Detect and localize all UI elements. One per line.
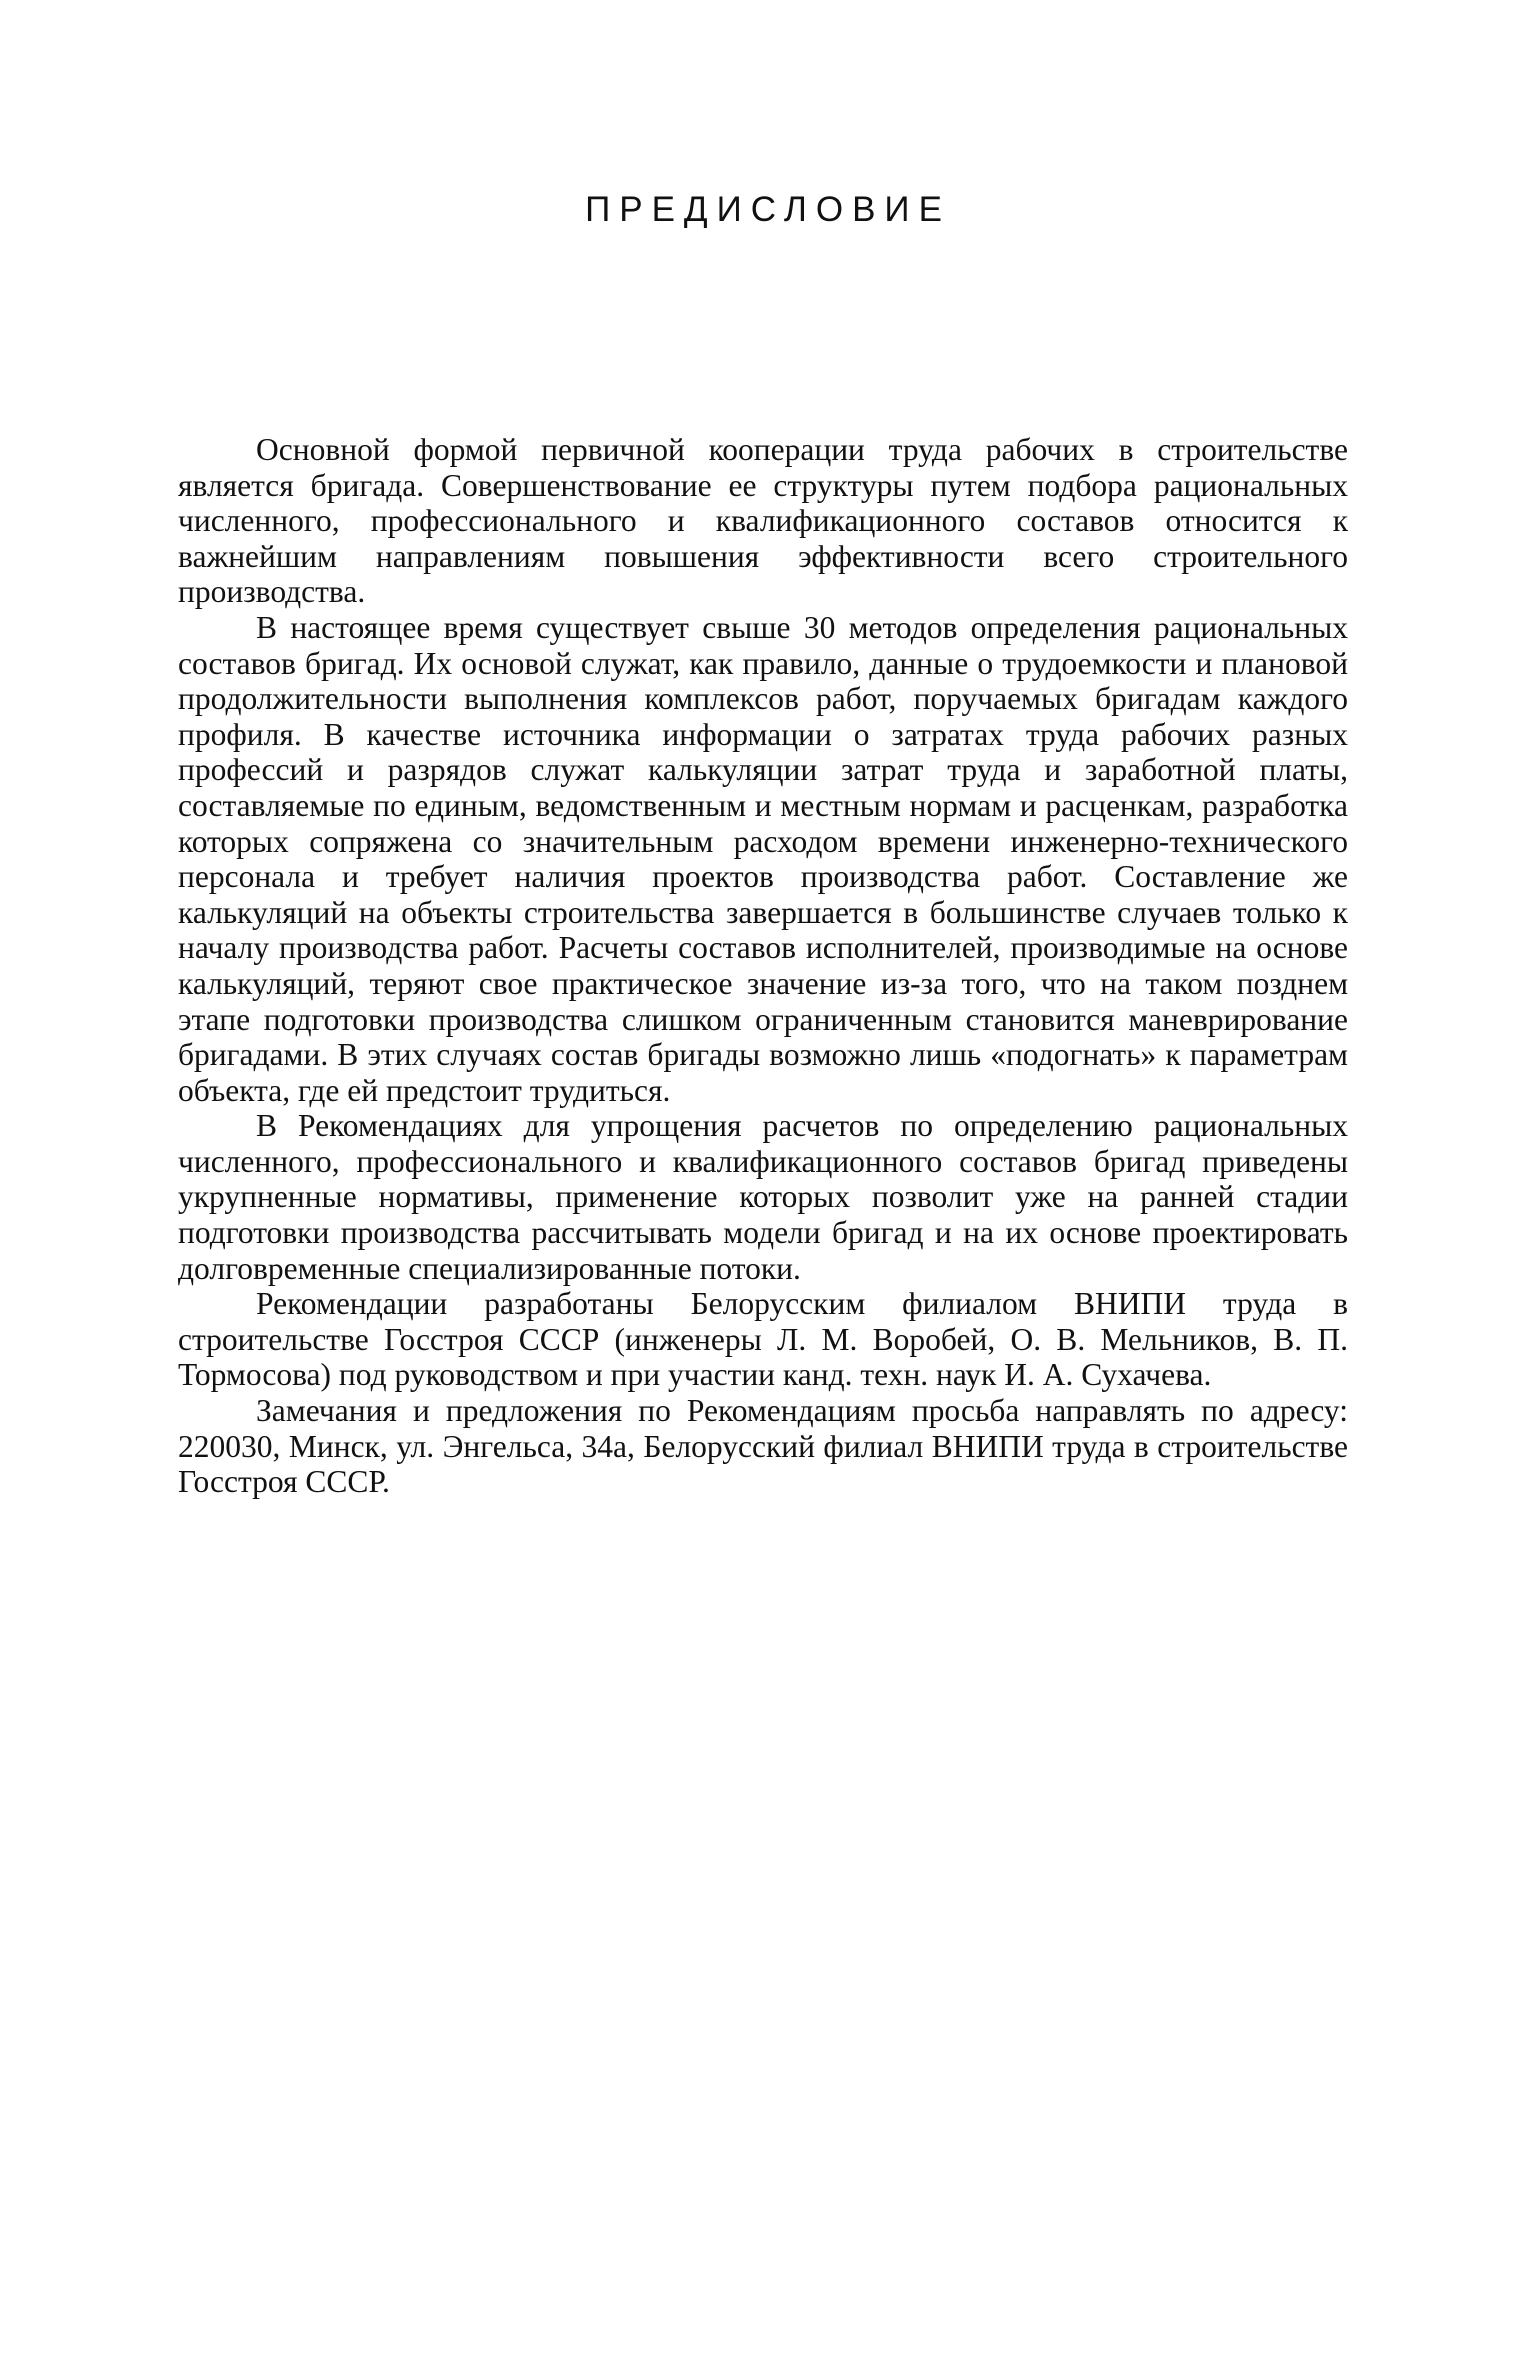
paragraph-1: Основной формой первичной кооперации труда рабочих в строительстве является бригада. Совершенствование ее структуры путем подбора рациональных численного, профессионального и квалификационного составов относится к важнейшим направлениям повышения эффективности всего строительного производства. <box>178 432 1348 610</box>
preface-body <box>178 432 1348 1500</box>
paragraph-4: Рекомендации разработаны Белорусским филиалом ВНИПИ труда в строительстве Госстроя СССР (инженеры Л. М. Воробей, О. В. Мельников, В. П. Тормосова) под руководством и при участии канд. техн. наук И. А. Сухачева. <box>178 1286 1348 1393</box>
page-title: ПРЕДИСЛОВИЕ <box>585 190 951 229</box>
paragraph-5: Замечания и предложения по Рекомендациям просьба направлять по адресу: 220030, Минск, ул. Энгельса, 34а, Белорусский филиал ВНИПИ труда в строительстве Госстроя СССР. <box>178 1393 1348 1500</box>
paragraph-2: В настоящее время существует свыше 30 методов определения рациональных составов бригад. Их основой служат, как правило, данные о трудоемкости и плановой продолжительности выполнения комплексов работ, поручаемых бригадам каждого профиля. В качестве источника информации о затратах труда рабочих разных профессий и разрядов служат калькуляции затрат труда и заработной платы, составляемые по единым, ведомственным и местным нормам и расценкам, разработка которых сопряжена со значительным расходом времени инженерно-технического персонала и требует наличия проектов производства работ. Составление же калькуляций на объекты строительства завершается в большинстве случаев только к началу производства работ. Расчеты составов исполнителей, производимые на основе калькуляций, теряют свое практическое значение из-за того, что на таком позднем этапе подготовки производства слишком ограниченным становится маневрирование бригадами. В этих случаях состав бригады возможно лишь «подогнать» к параметрам объекта, где ей предстоит трудиться. <box>178 609 1348 1108</box>
paragraph-3: В Рекомендациях для упрощения расчетов по определению рациональных численного, профессионального и квалификационного составов бригад приведены укрупненные нормативы, применение которых позволит уже на ранней стадии подготовки производства рассчитывать модели бригад и на их основе проектировать долговременные специализированные потоки. <box>178 1108 1348 1286</box>
